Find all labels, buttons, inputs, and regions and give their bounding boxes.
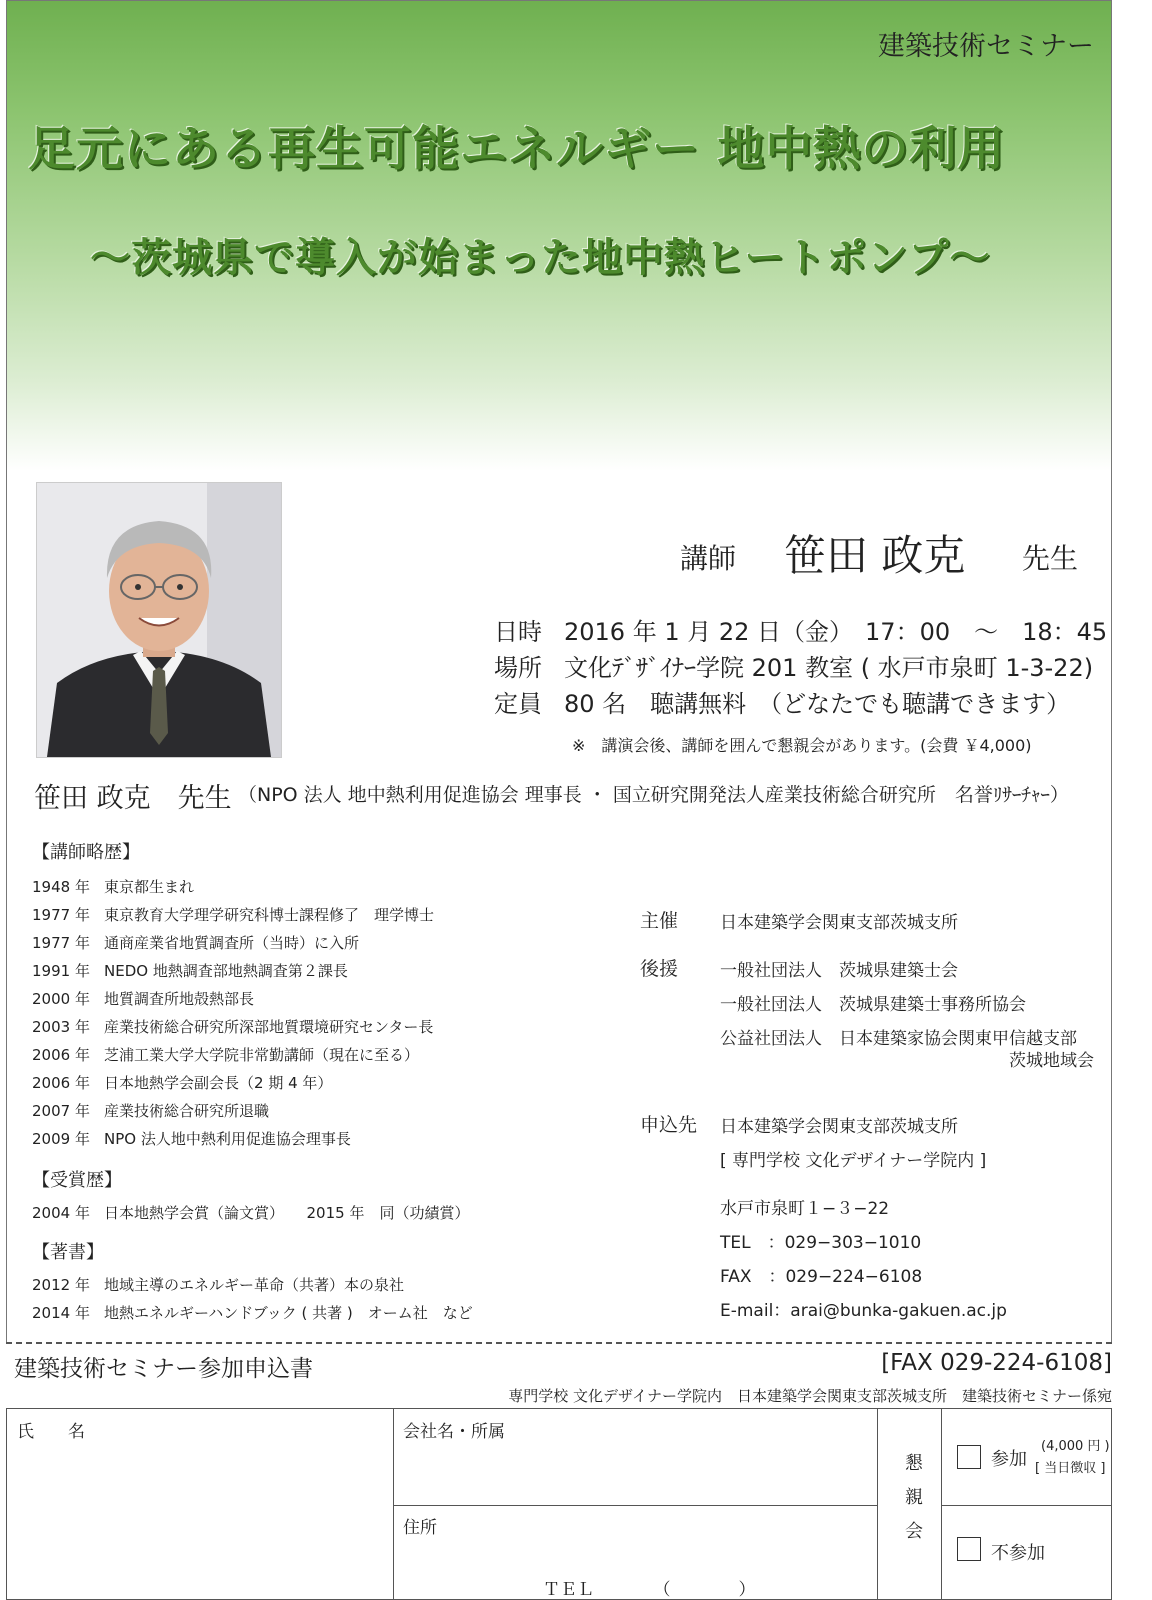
form-subtitle: 専門学校 文化デザイナー学院内 日本建築学会関東支部茨城支所 建築技術セミナー係宛: [508, 1387, 1112, 1405]
support-label: 後援: [640, 958, 679, 980]
date-label: 日時: [494, 618, 542, 646]
apply-org: 日本建築学会関東支部茨城支所: [720, 1117, 958, 1137]
company-field-label: 会社名・所属: [403, 1422, 505, 1442]
form-title: 建築技術セミナー参加申込書: [14, 1356, 313, 1382]
host-label: 主催: [640, 910, 679, 932]
career-text: 日本地熱学会副会長（2 期 4 年）: [104, 1074, 333, 1092]
lecturer-photo: [36, 482, 282, 758]
date-value: 2016 年 1 月 22 日（金） 17：00 ～ 18：45: [564, 618, 1108, 646]
career-item: [32, 1016, 433, 1037]
seminar-subtitle: ～茨城県で導入が始まった地中熱ヒートポンプ～: [90, 235, 991, 281]
career-item: [32, 988, 254, 1009]
career-text: 通商産業省地質調査所（当時）に入所: [104, 934, 360, 952]
apply-address: 水戸市泉町１−３−22: [720, 1199, 890, 1219]
apply-fax: FAX ：029−224−6108: [720, 1267, 923, 1287]
form-divider: [941, 1409, 942, 1599]
book-text: 地熱エネルギーハンドブック ( 共著 ) オーム社 など: [104, 1304, 473, 1322]
seminar-title: 足元にある再生可能エネルギー 地中熱の利用: [28, 122, 1006, 177]
attend-fee: (4,000 円 ): [1041, 1439, 1110, 1454]
attend-label: 参加: [991, 1449, 1027, 1470]
apply-email[interactable]: E-mail：arai@bunka-gakuen.ac.jp: [720, 1301, 1007, 1321]
capacity-value: 80 名 聴講無料 （どなたでも聴講できます）: [564, 690, 1071, 718]
absent-label: 不参加: [991, 1543, 1045, 1564]
books-heading: 【著書】: [32, 1242, 104, 1263]
career-year: 2006 年: [32, 1074, 90, 1092]
career-text: 地質調査所地殻熱部長: [104, 990, 255, 1008]
career-item: [32, 876, 194, 897]
support-org-suffix: 茨城地域会: [1009, 1051, 1094, 1071]
support-org: 一般社団法人 茨城県建築士会: [720, 961, 958, 981]
book-year: 2012 年: [32, 1276, 90, 1294]
place-value: 文化ﾃﾞｻﾞｲﾅｰ学院 201 教室 ( 水戸市泉町 1-3-22): [564, 654, 1094, 682]
career-item: [32, 932, 359, 953]
apply-sub: [ 専門学校 文化デザイナー学院内 ]: [720, 1151, 987, 1171]
career-item: [32, 960, 348, 981]
career-year: 2003 年: [32, 1018, 90, 1036]
lecturer-portrait-icon: [37, 483, 281, 757]
event-date: [494, 612, 1107, 647]
host-org: 日本建築学会関東支部茨城支所: [720, 913, 958, 933]
event-place: [494, 648, 1093, 683]
place-label: 場所: [494, 654, 542, 682]
form-divider: [941, 1505, 1111, 1506]
apply-tel: TEL ：029−303−1010: [720, 1233, 922, 1253]
career-year: 2009 年: [32, 1130, 90, 1148]
attend-checkbox[interactable]: [957, 1445, 981, 1469]
support-org: 公益社団法人 日本建築家協会関東甲信越支部: [720, 1029, 1077, 1049]
career-year: 1948 年: [32, 878, 90, 896]
form-fax: [FAX 029-224-6108]: [881, 1350, 1112, 1376]
career-text: 産業技術総合研究所退職: [104, 1102, 270, 1120]
career-item: [32, 1128, 351, 1149]
application-form-table: [6, 1408, 1112, 1600]
name-field-label: 氏 名: [17, 1422, 85, 1442]
career-year: 1977 年: [32, 906, 90, 924]
event-capacity: [494, 684, 1070, 719]
award-text: 日本地熱学会賞（論文賞） 2015 年 同（功績賞）: [104, 1204, 470, 1222]
tel-field-label: ＴＥＬ （ ）: [543, 1580, 756, 1600]
cut-line: [6, 1342, 1112, 1344]
form-divider: [877, 1409, 878, 1599]
career-item: [32, 1072, 332, 1093]
form-divider: [393, 1409, 394, 1599]
profile-affiliation: （NPO 法人 地中熱利用促進協会 理事長 ・ 国立研究開発法人産業技術総合研究所 名誉ﾘｻｰﾁｬｰ）: [238, 784, 1069, 806]
career-item: [32, 1044, 419, 1065]
award-year: 2004 年: [32, 1204, 90, 1222]
lecturer-honorific: 先生: [1022, 542, 1079, 575]
seminar-series: 建築技術セミナー: [878, 31, 1094, 62]
support-org: 一般社団法人 茨城県建築士事務所協会: [720, 995, 1026, 1015]
attend-fee-note: [ 当日徴収 ]: [1035, 1461, 1106, 1476]
lecturer-label: 講師: [680, 542, 737, 575]
career-text: 東京教育大学理学研究科博士課程修了 理学博士: [104, 906, 435, 924]
capacity-label: 定員: [494, 690, 542, 718]
career-text: NPO 法人地中熱利用促進協会理事長: [104, 1130, 351, 1148]
career-text: NEDO 地熱調査部地熱調査第２課長: [104, 962, 348, 980]
book-item: [32, 1302, 473, 1323]
career-item: [32, 904, 434, 925]
career-text: 東京都生まれ: [104, 878, 195, 896]
party-label: 懇親会: [905, 1453, 923, 1542]
career-year: 2000 年: [32, 990, 90, 1008]
book-text: 地域主導のエネルギー革命（共著）本の泉社: [104, 1276, 405, 1294]
address-field-label: 住所: [403, 1518, 437, 1538]
career-year: 1977 年: [32, 934, 90, 952]
apply-label: 申込先: [640, 1114, 698, 1136]
book-item: [32, 1274, 404, 1295]
career-year: 2007 年: [32, 1102, 90, 1120]
awards-heading: 【受賞歴】: [32, 1170, 122, 1191]
career-text: 芝浦工業大学大学院非常勤講師（現在に至る）: [104, 1046, 420, 1064]
career-year: 2006 年: [32, 1046, 90, 1064]
profile-name: 笹田 政克 先生: [34, 783, 232, 814]
event-note: ※ 講演会後、講師を囲んで懇親会があります。(会費 ￥4,000): [572, 736, 1032, 755]
book-year: 2014 年: [32, 1304, 90, 1322]
career-heading: 【講師略歴】: [32, 842, 140, 863]
award-item: [32, 1202, 469, 1223]
career-text: 産業技術総合研究所深部地質環境研究センター長: [104, 1018, 434, 1036]
lecturer-name: 笹田 政克: [784, 531, 966, 580]
career-item: [32, 1100, 269, 1121]
career-year: 1991 年: [32, 962, 90, 980]
form-divider: [393, 1505, 877, 1506]
absent-checkbox[interactable]: [957, 1537, 981, 1561]
